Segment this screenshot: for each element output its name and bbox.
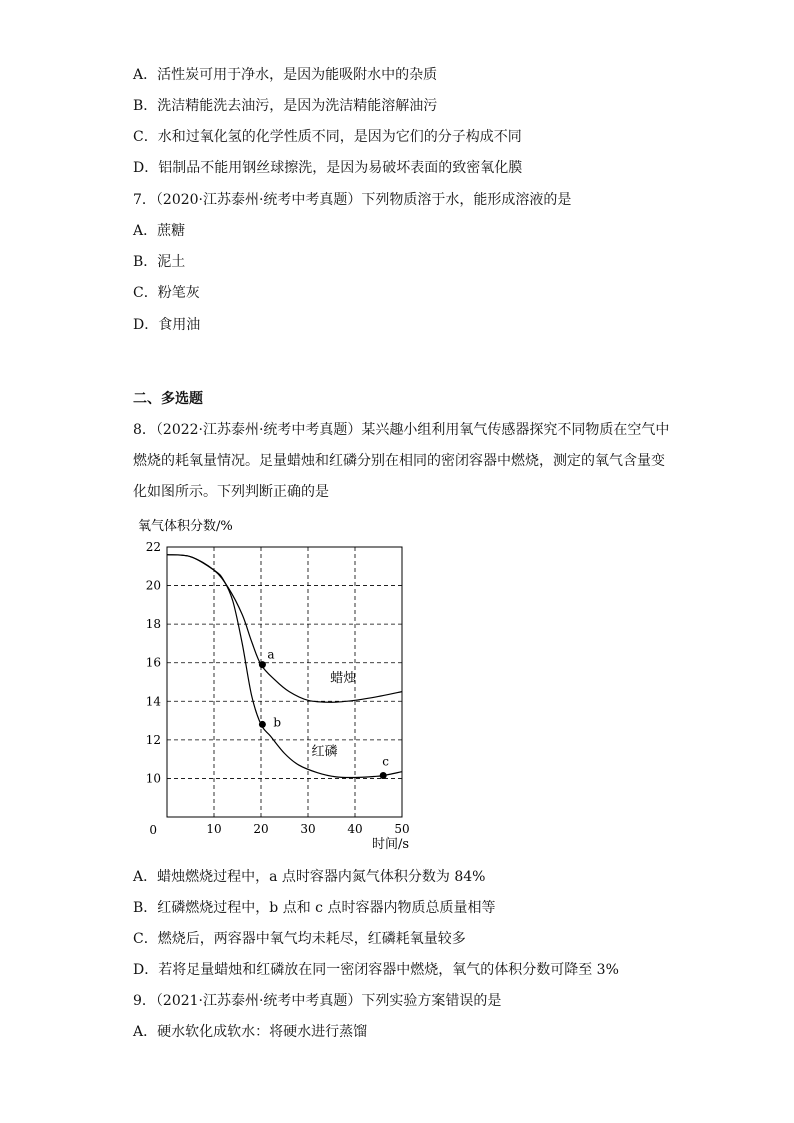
x-tick-label: 50 bbox=[394, 822, 410, 836]
y-tick-label: 16 bbox=[145, 655, 161, 670]
x-tick-label: 10 bbox=[206, 822, 222, 836]
q6-option-a: A．活性炭可用于净水，是因为能吸附水中的杂质 bbox=[133, 67, 438, 83]
q7-option-c: C．粉笔灰 bbox=[133, 285, 200, 301]
q7-option-a: A．蔗糖 bbox=[133, 223, 186, 239]
q6-option-c: C．水和过氧化氢的化学性质不同，是因为它们的分子构成不同 bbox=[133, 129, 522, 145]
q9-stem: 9．（2021·江苏泰州·统考中考真题）下列实验方案错误的是 bbox=[133, 993, 502, 1009]
data-point-a bbox=[259, 661, 266, 668]
origin-label: 0 bbox=[149, 823, 157, 837]
section-title: 二、多选题 bbox=[133, 391, 203, 407]
q8-stem-line-3: 化如图所示。下列判断正确的是 bbox=[133, 484, 329, 500]
y-tick-label: 14 bbox=[145, 694, 161, 709]
q8-stem-line-2: 燃烧的耗氧量情况。足量蜡烛和红磷分别在相同的密闭容器中燃烧，测定的氧气含量变 bbox=[133, 453, 665, 469]
q7-option-b: B．泥土 bbox=[133, 254, 186, 270]
data-point-c bbox=[380, 772, 387, 779]
series-label: 蜡烛 bbox=[330, 671, 357, 686]
y-axis-label: 氧气体积分数/% bbox=[138, 519, 233, 534]
point-label-b: b bbox=[273, 715, 282, 730]
series-line-0 bbox=[167, 555, 402, 703]
q6-option-d: D．铝制品不能用钢丝球擦洗，是因为易破坏表面的致密氧化膜 bbox=[133, 160, 523, 176]
x-tick-label: 30 bbox=[300, 822, 316, 836]
q8-option-b: B．红磷燃烧过程中，b 点和 c 点时容器内物质总质量相等 bbox=[133, 900, 496, 916]
q8-stem-line-1: 8．（2022·江苏泰州·统考中考真题）某兴趣小组利用氧气传感器探究不同物质在空气中 bbox=[133, 422, 670, 438]
x-tick-label: 20 bbox=[253, 822, 269, 836]
y-tick-label: 20 bbox=[145, 578, 161, 593]
q8-option-d: D．若将足量蜡烛和红磷放在同一密闭容器中燃烧，氧气的体积分数可降至 3% bbox=[133, 962, 619, 978]
series-line-1 bbox=[167, 555, 402, 778]
q6-option-b: B．洗洁精能洗去油污，是因为洗洁精能溶解油污 bbox=[133, 98, 438, 114]
y-tick-label: 10 bbox=[145, 771, 161, 786]
x-tick-label: 40 bbox=[347, 822, 363, 836]
q9-option-a: A．硬水软化成软水：将硬水进行蒸馏 bbox=[133, 1024, 368, 1040]
x-axis-label: 时间/s bbox=[372, 837, 410, 852]
y-tick-label: 22 bbox=[145, 540, 161, 554]
point-label-c: c bbox=[382, 754, 389, 769]
q8-option-c: C．燃烧后，两容器中氧气均未耗尽，红磷耗氧量较多 bbox=[133, 931, 466, 947]
y-tick-label: 18 bbox=[145, 617, 161, 632]
oxygen-chart bbox=[120, 510, 420, 860]
series-label: 红磷 bbox=[311, 744, 338, 760]
q7-option-d: D．食用油 bbox=[133, 317, 201, 333]
q7-stem: 7．（2020·江苏泰州·统考中考真题）下列物质溶于水，能形成溶液的是 bbox=[133, 192, 572, 208]
point-label-a: a bbox=[267, 647, 275, 662]
data-point-b bbox=[259, 721, 266, 728]
y-tick-label: 12 bbox=[145, 732, 161, 747]
q8-option-a: A．蜡烛燃烧过程中，a 点时容器内氮气体积分数为 84% bbox=[133, 869, 486, 885]
